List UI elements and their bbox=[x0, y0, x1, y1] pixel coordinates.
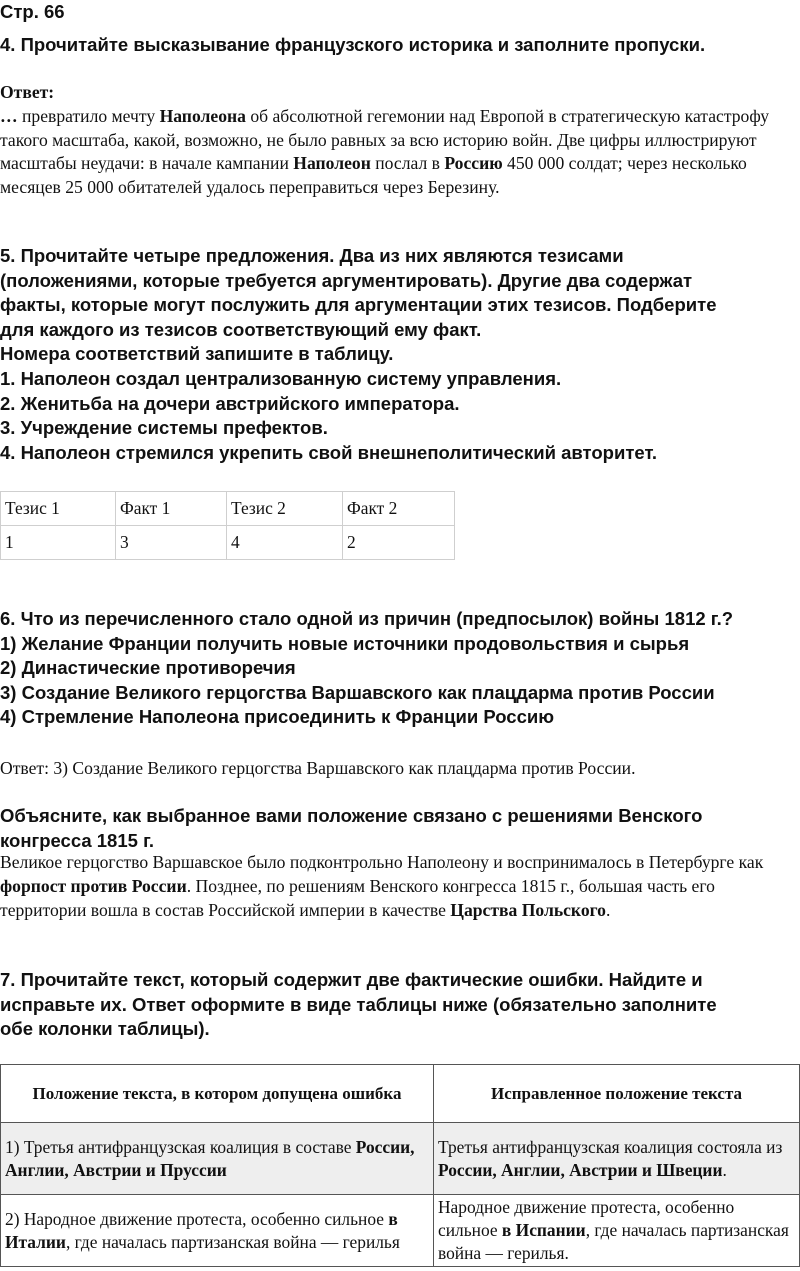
q5-line: для каждого из тезисов соответствующий ему факт. bbox=[0, 318, 482, 340]
q6-answer: Ответ: 3) Создание Великого герцогства Варшавского как плацдарма против России. bbox=[0, 758, 636, 778]
cell-text: Народное движение протеста, особенно сильное bbox=[438, 1197, 735, 1240]
table-row bbox=[1, 1123, 800, 1195]
answer-bold: Наполеон bbox=[293, 153, 371, 174]
answer-text: послал в bbox=[370, 153, 445, 174]
table-header-cell: Тезис 2 bbox=[227, 492, 343, 526]
cell-text: . bbox=[722, 1159, 727, 1180]
q6-line: 4) Стремление Наполеона присоединить к Франции Россию bbox=[0, 706, 555, 728]
q4-title: 4. Прочитайте высказывание французского историка и заполните пропуски. bbox=[0, 34, 706, 55]
q6-line: 2) Династические противоречия bbox=[0, 657, 296, 679]
table-cell-error bbox=[1, 1195, 434, 1267]
q4-answer-label: Ответ: bbox=[0, 82, 55, 102]
q6-line: 1) Желание Франции получить новые источники продовольствия и сырья bbox=[0, 632, 690, 654]
table-row bbox=[1, 1195, 800, 1267]
q6-explain-line: Объясните, как выбранное вами положение связано с решениями Венского bbox=[0, 805, 703, 826]
q4-answer-text bbox=[0, 105, 790, 200]
answer-text: 450 000 солдат; через несколько месяцев 25 000 обитателей удалось переправиться через Березину. bbox=[0, 153, 747, 198]
q6-text bbox=[0, 607, 795, 730]
q7-line: обе колонки таблицы). bbox=[0, 1018, 210, 1040]
q5-text bbox=[0, 244, 795, 465]
cell-bold: в Испании bbox=[501, 1220, 586, 1240]
q4-answer bbox=[0, 81, 790, 200]
q6-explain-line: конгресса 1815 г. bbox=[0, 829, 155, 851]
q6-explain-question bbox=[0, 804, 795, 853]
table-cell-correction bbox=[434, 1123, 800, 1195]
cell-text: 2) Народное движение протеста, особенно сильное bbox=[5, 1208, 389, 1229]
table-header-cell: Факт 1 bbox=[116, 492, 227, 526]
q5-line: 1. Наполеон создал централизованную систему управления. bbox=[0, 367, 562, 389]
cell-text: , где началась партизанская война — герилья bbox=[65, 1231, 400, 1252]
table-cell-error bbox=[1, 1123, 434, 1195]
q5-line: 4. Наполеон стремился укрепить свой внешнеполитический авторитет. bbox=[0, 441, 658, 463]
table-cell: 3 bbox=[116, 526, 227, 560]
cell-text: Третья антифранцузская коалиция состояла из bbox=[438, 1136, 783, 1157]
explain-text: . Позднее, по решениям Венского конгресса 1815 г., большая часть его территории вошла в состав Российской империи в качестве bbox=[0, 875, 715, 920]
explain-text: . bbox=[605, 899, 611, 920]
q6-line: 6. Что из перечисленного стало одной из причин (предпосылок) войны 1812 г.? bbox=[0, 608, 734, 629]
table-cell: 2 bbox=[343, 526, 455, 560]
explain-bold: форпост против России bbox=[0, 875, 187, 896]
answer-bold: Наполеона bbox=[159, 105, 246, 126]
q6-explanation bbox=[0, 851, 795, 922]
table-header-row bbox=[1, 492, 455, 526]
answer-text: превратило мечту bbox=[17, 105, 160, 126]
cell-bold: России, Англии, Австрии и Пруссии bbox=[5, 1136, 415, 1180]
table-cell-correction bbox=[434, 1195, 800, 1267]
q5-line: (положениями, которые требуется аргументировать). Другие два содержат bbox=[0, 269, 693, 291]
q7-text bbox=[0, 968, 795, 1042]
table-header-cell: Исправленное положение текста bbox=[434, 1065, 800, 1123]
q7-line: 7. Прочитайте текст, который содержит две фактические ошибки. Найдите и bbox=[0, 969, 703, 990]
table-header-row bbox=[1, 1065, 800, 1123]
explain-text: Великое герцогство Варшавское было подконтрольно Наполеону и воспринималось в Петербурге как bbox=[0, 852, 764, 872]
cell-text: , где началась партизанская война — герилья. bbox=[438, 1220, 789, 1263]
ellipsis: … bbox=[0, 105, 18, 126]
page-reference: Стр. 66 bbox=[0, 1, 65, 22]
table-header-cell: Факт 2 bbox=[343, 492, 455, 526]
q5-answer-table bbox=[0, 491, 455, 560]
q5-line: 2. Женитьба на дочери австрийского императора. bbox=[0, 392, 460, 414]
table-header-cell: Положение текста, в котором допущена ошибка bbox=[1, 1065, 434, 1123]
table-header-cell: Тезис 1 bbox=[1, 492, 116, 526]
q7-errors-table bbox=[0, 1064, 800, 1267]
q7-line: исправьте их. Ответ оформите в виде таблицы ниже (обязательно заполните bbox=[0, 993, 717, 1015]
table-cell: 1 bbox=[1, 526, 116, 560]
table-cell: 4 bbox=[227, 526, 343, 560]
cell-bold: России, Англии, Австрии и Швеции bbox=[438, 1159, 723, 1180]
q6-line: 3) Создание Великого герцогства Варшавского как плацдарма против России bbox=[0, 681, 715, 703]
answer-bold: Россию bbox=[444, 153, 503, 174]
q5-line: 5. Прочитайте четыре предложения. Два из них являются тезисами bbox=[0, 245, 624, 266]
cell-text: 1) Третья антифранцузская коалиция в составе bbox=[5, 1136, 356, 1157]
table-row bbox=[1, 526, 455, 560]
cell-bold: в Италии bbox=[5, 1208, 398, 1252]
answer-text: об абсолютной гегемонии над Европой в стратегическую катастрофу такого масштаба, какой, возможно, не было равных за всю историю войн. Две цифры иллюстрируют масштабы неудачи: в начале кампании bbox=[0, 105, 770, 174]
explain-bold: Царства Польского bbox=[450, 899, 606, 920]
q5-line: 3. Учреждение системы префектов. bbox=[0, 417, 328, 439]
q5-line: Номера соответствий запишите в таблицу. bbox=[0, 343, 394, 365]
q5-line: факты, которые могут послужить для аргументации этих тезисов. Подберите bbox=[0, 294, 717, 316]
